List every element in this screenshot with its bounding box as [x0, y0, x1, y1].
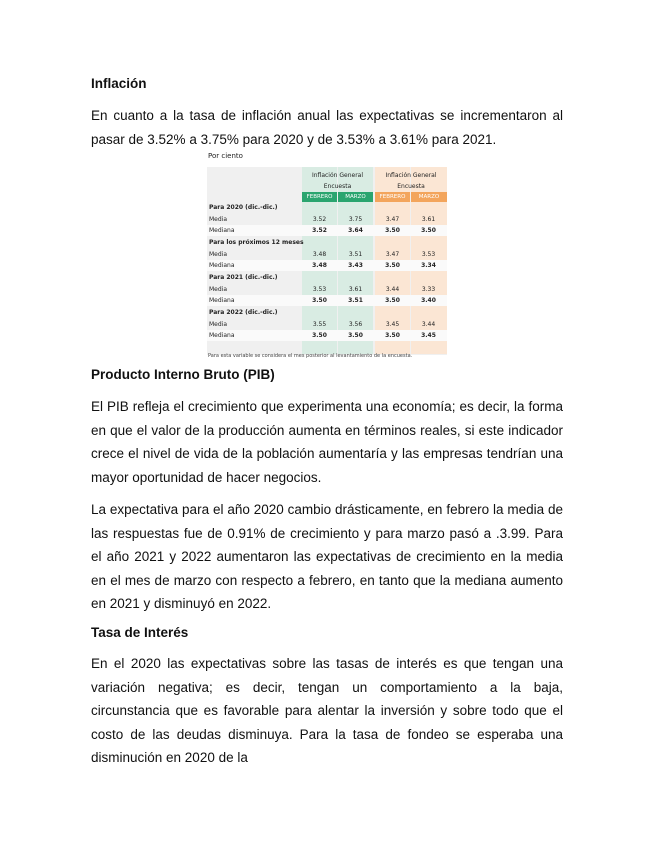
table-row: [207, 225, 447, 236]
row-label: Mediana: [209, 332, 235, 339]
table-row: [207, 319, 447, 330]
group-title: Inflación General: [311, 172, 364, 179]
heading-inflacion: Inflación: [91, 76, 147, 91]
table-cell: 3.61: [348, 286, 363, 293]
row-label: Media: [209, 286, 228, 293]
row-label: Media: [209, 216, 228, 223]
table-cell: 3.53: [421, 251, 436, 258]
paragraph-tasa: En el 2020 las expectativas sobre las tasas de interés es que tengan una variación negativa; es decir, tengan un comportamiento a la baja, circunstancia que es favorable para alentar la inversión y sobre todo que el costo de las deudas disminuya. Para la tasa de fondeo se esperaba una disminución en 2020 de la: [91, 656, 563, 765]
table-cell: 3.44: [421, 321, 436, 328]
table-footnote: Para esta variable se considera el mes posterior al levantamiento de la encuesta.: [208, 353, 413, 359]
table-cell: 3.50: [385, 227, 400, 234]
month-header: MARZO: [411, 192, 447, 202]
paragraph-inflacion: En cuanto a la tasa de inflación anual las expectativas se incrementaron al pasar de 3.52% a 3.75% para 2020 y de 3.53% a 3.61% para 2021.: [91, 108, 563, 147]
table-unit-label: Por ciento: [208, 152, 243, 160]
table-section-title: Para 2021 (dic.-dic.): [209, 274, 278, 281]
table-row: [207, 295, 447, 306]
paragraph-pib-2: La expectativa para el año 2020 cambio drásticamente, en febrero la media de las respuestas fue de 0.91% de crecimiento y para marzo pasó a .3.99. Para el año 2021 y 2022 aumentaron las expectativas de crecimiento en la media en el mes de marzo con respecto a febrero, en tanto que la mediana aumento en 2021 y disminuyó en 2022.: [91, 502, 563, 611]
table-cell: 3.64: [348, 227, 363, 234]
group-subtitle: Encuesta: [323, 183, 352, 190]
month-header: FEBRERO: [302, 192, 337, 202]
table-cell: 3.44: [385, 286, 400, 293]
row-label: Media: [209, 251, 228, 258]
table-section-title: Para 2020 (dic.-dic.): [209, 204, 278, 211]
row-label: Mediana: [209, 227, 235, 234]
month-header: MARZO: [338, 192, 373, 202]
table-row: [207, 260, 447, 271]
table-cell: 3.50: [385, 297, 400, 304]
table-cell: 3.50: [385, 332, 400, 339]
table-cell: 3.48: [312, 251, 327, 258]
heading-tasa: Tasa de Interés: [91, 625, 189, 640]
table-cell: 3.45: [421, 332, 436, 339]
table-cell: 3.61: [421, 216, 436, 223]
table-cell: 3.55: [312, 321, 327, 328]
table-row: [207, 214, 447, 225]
heading-pib: Producto Interno Bruto (PIB): [91, 367, 275, 382]
group-subtitle: Encuesta: [397, 183, 425, 190]
table-cell: 3.40: [421, 297, 436, 304]
table-row: [207, 249, 447, 260]
table-cell: 3.45: [385, 321, 400, 328]
table-cell: 3.50: [385, 262, 400, 269]
table-cell: 3.50: [421, 227, 436, 234]
table-cell: 3.52: [312, 216, 327, 223]
table-section-title: Para los próximos 12 meses: [209, 239, 304, 246]
table-cell: 3.47: [385, 216, 400, 223]
table-cell: 3.53: [312, 286, 327, 293]
table-cell: 3.50: [312, 332, 327, 339]
month-header: FEBRERO: [375, 192, 410, 202]
row-label: Media: [209, 321, 228, 328]
paragraph-pib-1: El PIB refleja el crecimiento que experimenta una economía; es decir, la forma en que el valor de la producción aumenta en términos reales, si este indicador crece el nivel de vida de la población aumentaría y las empresas tendrían una mayor oportunidad de hacer negocios.: [91, 399, 563, 485]
table-section-title: Para 2022 (dic.-dic.): [209, 309, 278, 316]
table-cell: 3.48: [312, 262, 327, 269]
table-cell: 3.43: [348, 262, 363, 269]
table-cell: 3.51: [348, 297, 363, 304]
table-cell: 3.33: [421, 286, 436, 293]
row-label: Mediana: [209, 262, 235, 269]
group-title: Inflación General: [385, 172, 437, 179]
table-row: [207, 330, 447, 341]
table-cell: 3.34: [421, 262, 436, 269]
table-cell: 3.52: [312, 227, 327, 234]
table-cell: 3.51: [348, 251, 363, 258]
inflation-expectations-table: [207, 152, 447, 364]
table-cell: 3.47: [385, 251, 400, 258]
table-cell: 3.56: [348, 321, 363, 328]
table-cell: 3.50: [312, 297, 327, 304]
row-label: Mediana: [209, 297, 235, 304]
table-row: [207, 284, 447, 295]
table-cell: 3.50: [348, 332, 363, 339]
table-cell: 3.75: [348, 216, 363, 223]
